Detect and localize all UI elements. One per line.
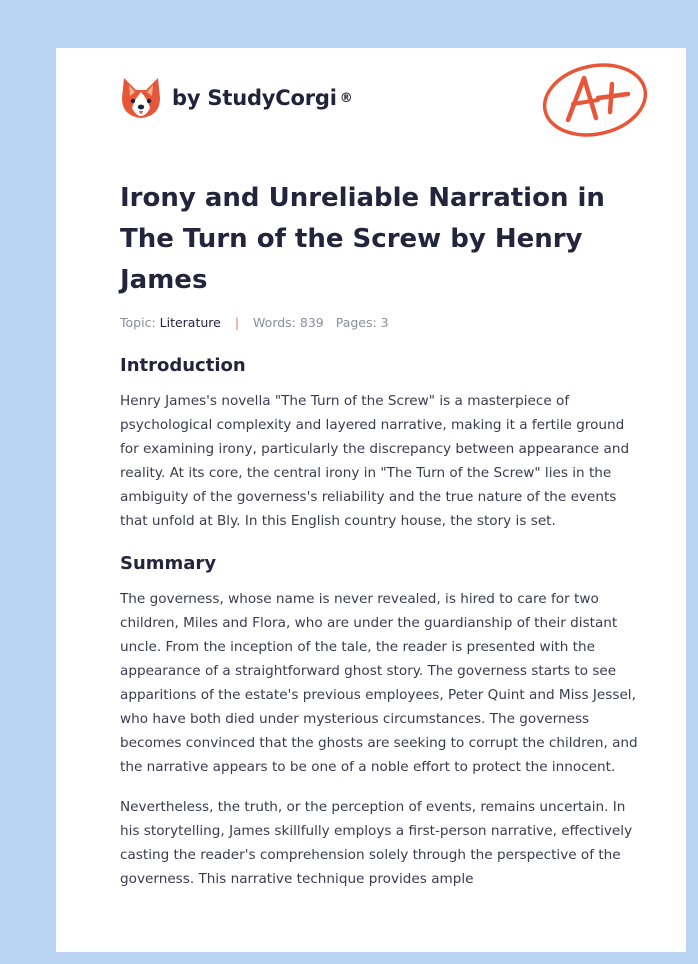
page-count: Pages: 3 [335,315,389,330]
meta-separator: | [234,315,240,330]
paragraph: Henry James's novella "The Turn of the Screw" is a masterpiece of psychological complexity and layered narrative, making it a fertile ground for examining irony, particularly the discrepancy between appearance and reality. At its core, the central irony in "The Turn of the Screw" lies in the ambiguity of the governess's reliability and the true nature of the events that unfold at Bly. In this English country house, the story is set. [120,393,630,529]
section-heading-summary: Summary [120,553,217,574]
page-title: Irony and Unreliable Narration in The Turn of the Screw by Henry James [120,183,605,295]
grade-badge [540,60,650,144]
studycorgi-logo[interactable] [120,76,353,120]
header [120,76,650,156]
a-plus-icon [540,60,650,140]
registered-mark: ® [339,90,353,106]
topic-label: Topic: [120,315,156,330]
word-count: Words: 839 [253,315,324,330]
paragraph: Nevertheless, the truth, or the perception of events, remains uncertain. In his storytelling, James skillfully employs a first-person narrative, effectively casting the reader's comprehension solely through the perspective of the governess. This narrative technique provides ample [120,799,633,887]
brand-name: by StudyCorgi [172,86,337,110]
section-heading-introduction: Introduction [120,355,246,376]
paragraph: The governess, whose name is never revealed, is hired to care for two children, Miles and Flora, who are under the guardianship of their distant uncle. From the inception of the tale, the reader is presented with the appearance of a straightforward ghost story. The governess starts to see apparitions of the estate's previous employees, Peter Quint and Miss Jessel, who have both died under mysterious circumstances. The governess becomes convinced that the ghosts are seeking to corrupt the children, and the narrative appears to be one of a noble effort to protect the innocent. [120,591,638,775]
document-page [56,48,686,952]
document-meta [120,315,640,330]
topic-link[interactable]: Literature [159,315,221,330]
document-content [120,178,640,891]
corgi-icon [120,76,162,120]
